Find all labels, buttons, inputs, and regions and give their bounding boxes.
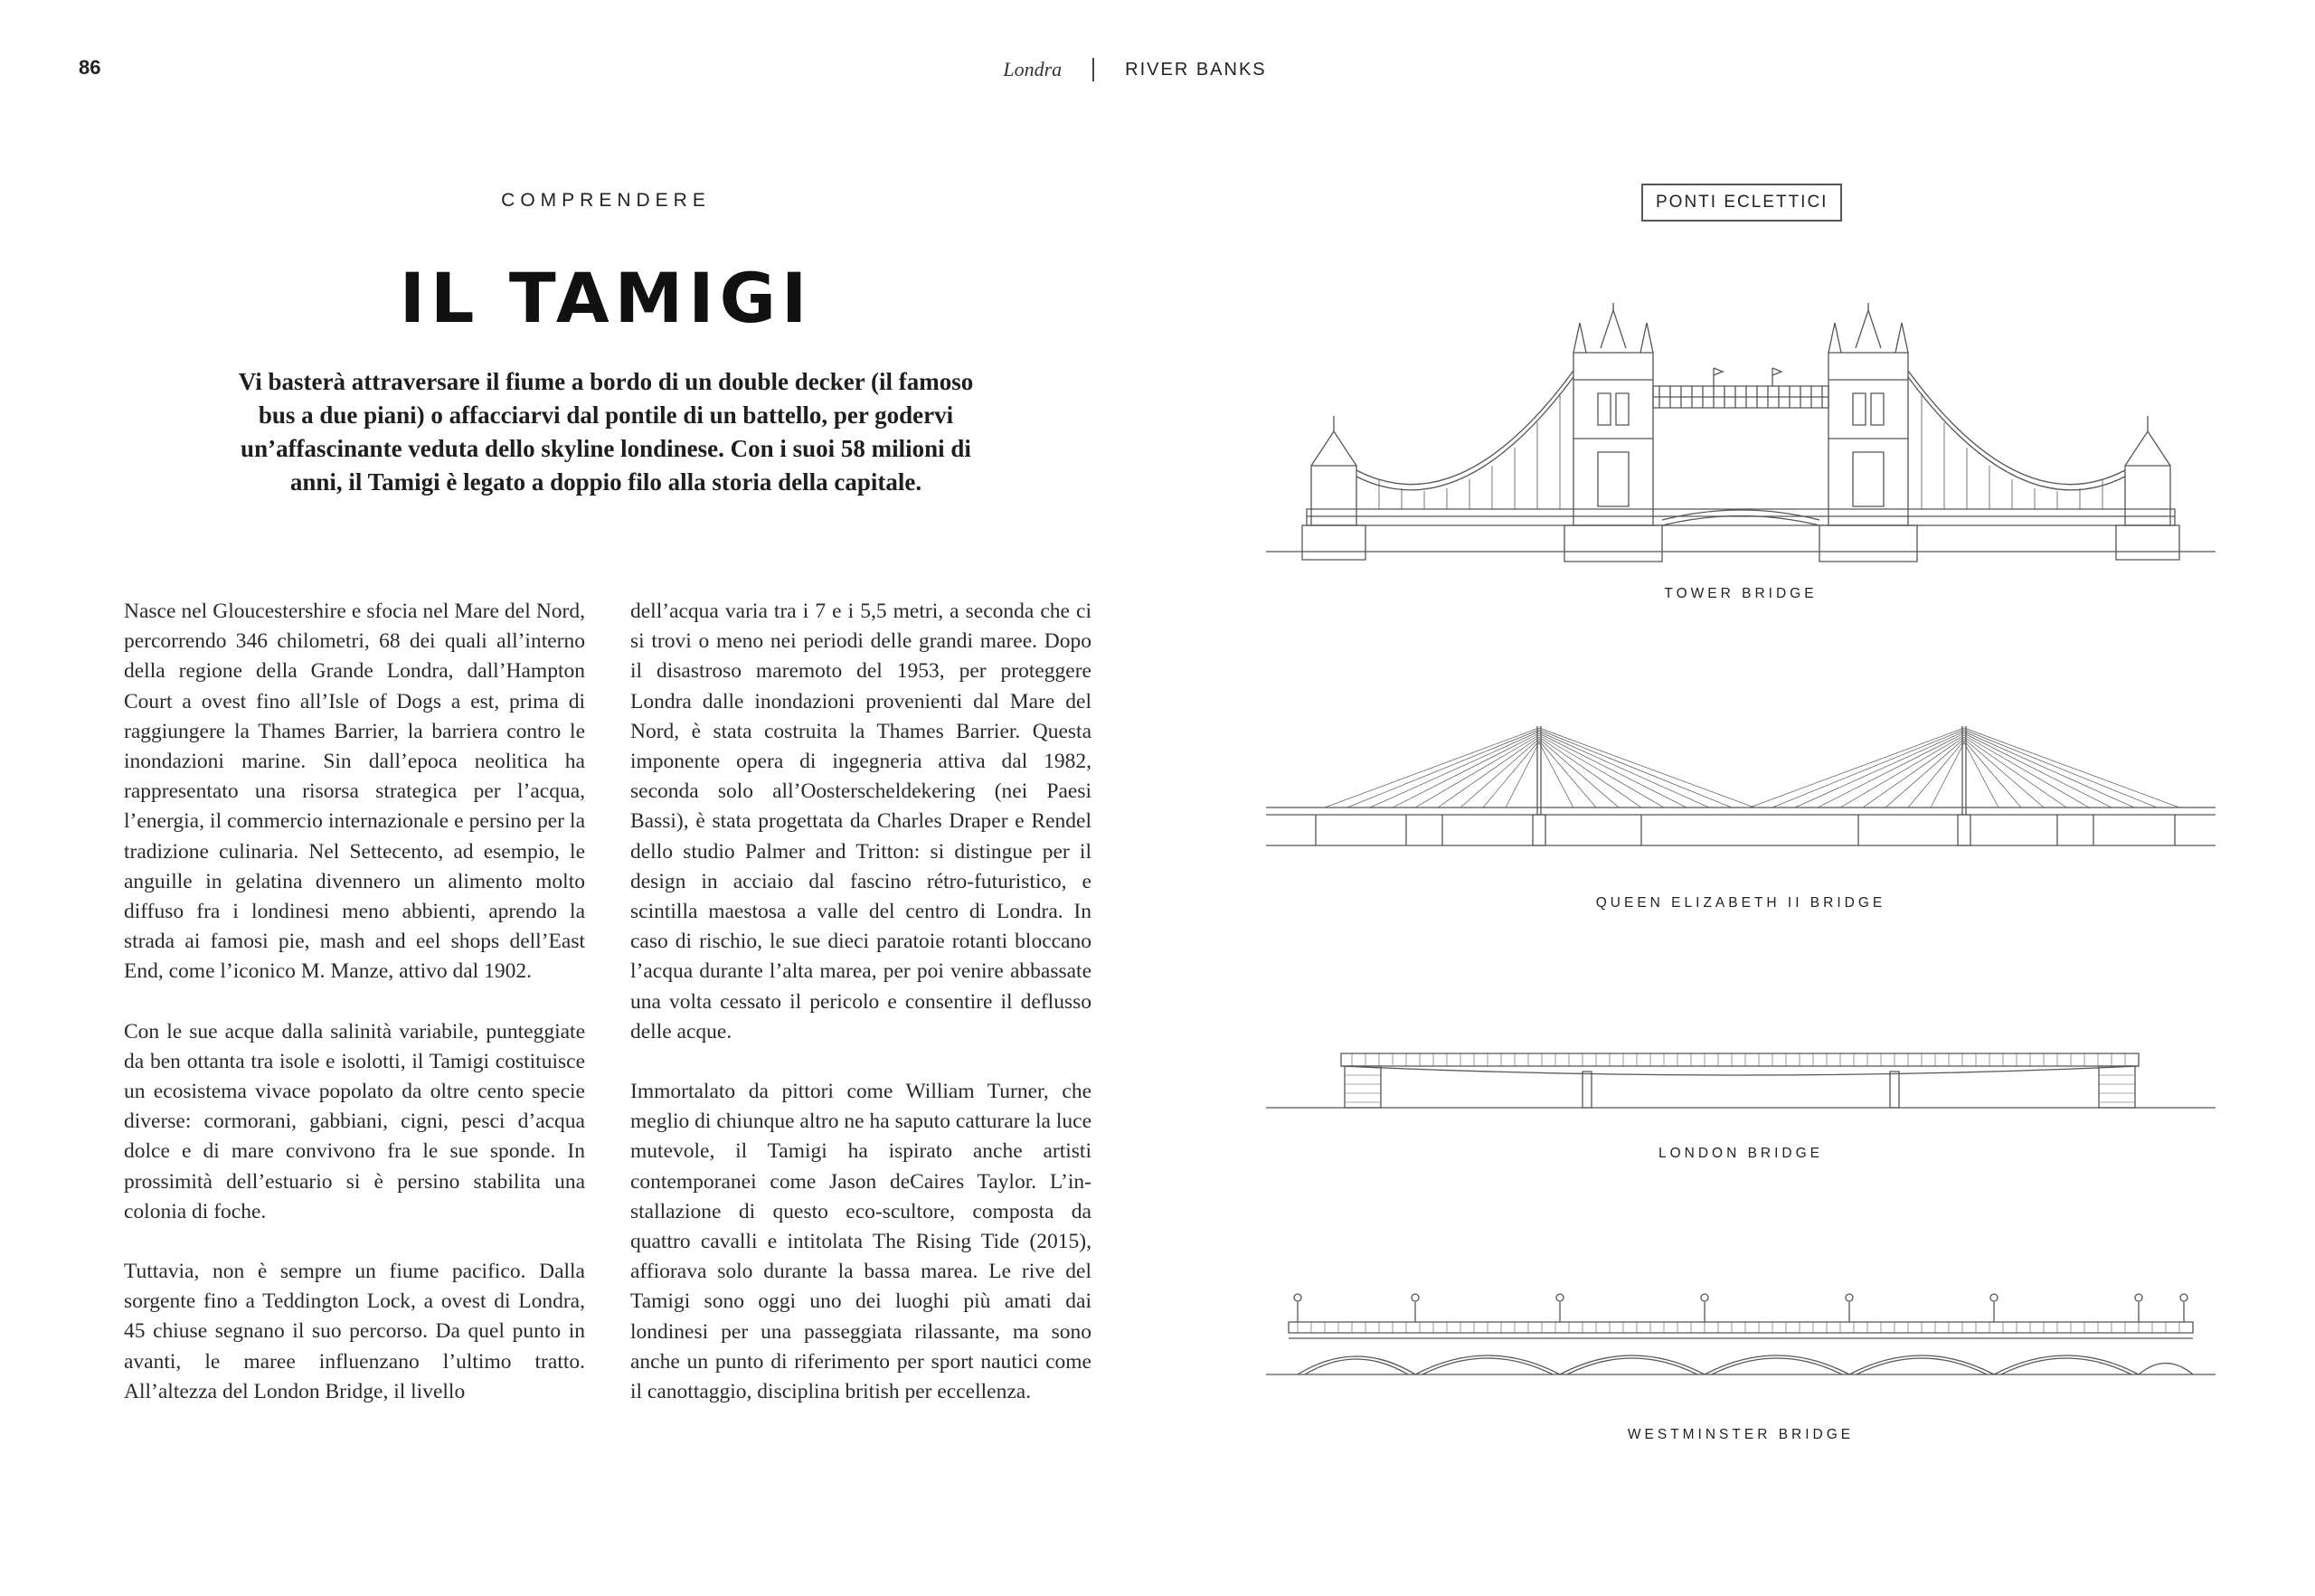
westminster-bridge-illustration-icon	[1261, 1284, 2220, 1393]
article-title: IL TAMIGI	[399, 258, 813, 338]
sidebar-box-label: PONTI ECLETTICI	[1641, 184, 1842, 222]
bridge-caption: TOWER BRIDGE	[1664, 586, 1818, 601]
bridge-caption: WESTMINSTER BRIDGE	[1627, 1427, 1855, 1442]
body-paragraph: dell’acqua varia tra i 7 e i 5,5 metri, a seconda che ci si trovi o meno nei periodi delle grandi maree. Dopo il disastroso maremoto del 1953, per proteggere Londra dalle inondazioni provenienti dal Mare del Nord, è stata costruita la Thames Barrier. Questa imponente opera di ingegneria attiva dal 1982, seconda solo all’Oosterscheldekering (nei Paesi Bassi), è stata progettata da Charles Draper e Rendel dello studio Palmer and Tritton: si distingue per il design in acciaio dal fascino rétro-futuristico, e scintilla maestosa a valle del centro di Londra. In caso di rischio, le sue dieci paratoie rotanti bloccano l’acqua durante l’alta marea, per poi venire abbassate una volta cessato il pericolo e consentire il deflusso delle acque.	[630, 600, 1091, 1044]
running-head-city: Londra	[1003, 58, 1063, 80]
running-head-section: RIVER BANKS	[1125, 59, 1267, 80]
body-column-right	[630, 597, 1091, 1437]
article-kicker: COMPRENDERE	[501, 190, 711, 211]
body-paragraph: Immortalato da pittori come William Turner, che meglio di chiunque altro ne ha saputo catturare la luce mutevole, il Tamigi ha ispirato anche artisti contemporanei come Jason deCaires Taylor. L’installazione di questo eco-scultore, composta da quattro cavalli e intitolata The Rising Tide (2015), affiorava solo durante la bassa marea. Le rive del Tamigi sono oggi uno dei luoghi più amati dai londinesi per una passeggiata rilassante, ma sono anche un punto di riferimento per sport nautici come il canottaggio, disciplina british per eccellenza.	[630, 1080, 1091, 1404]
page-number: 86	[79, 56, 101, 79]
body-paragraph: Con le sue acque dalla salinità variabile, punteggiate da ben ottanta tra isole e isolotti, il Tamigi costituisce un ecosistema vivace popolato da oltre cento specie diverse: cormorani, gabbiani, cigni, pesci d’acqua dolce e di mare convivono fra le sue sponde. In prossimità dell’estuario si è persino stabilita una colonia di foche.	[124, 1019, 585, 1223]
bridge-caption: LONDON BRIDGE	[1658, 1146, 1824, 1161]
bridge-caption: QUEEN ELIZABETH II BRIDGE	[1595, 895, 1886, 911]
article-lead: Vi basterà attraversare il fiume a bordo di un double decker (il famoso bus a due piani) o affacciarvi dal pontile di un battello, per godervi un’affascinante veduta dello skyline londinese. Con i suoi 58 milioni di anni, il Tamigi è legato a doppio filo alla storia della capitale.	[238, 368, 974, 496]
running-head-divider	[1092, 58, 1094, 81]
body-paragraph: Tuttavia, non è sempre un fiume pacifico. Dalla sorgente fino a Teddington Lock, a ovest di Londra, 45 chiuse segnano il suo percorso. Da quel punto in avanti, le maree influenzano l’ultimo tratto. All’altezza del London Bridge, il livello	[124, 1260, 585, 1403]
queen-elizabeth-ii-bridge-illustration-icon	[1261, 719, 2220, 873]
london-bridge-illustration-icon	[1261, 1044, 2220, 1130]
body-paragraph: Nasce nel Gloucestershire e sfocia nel Mare del Nord, percorrendo 346 chilometri, 68 dei quali all’interno della regione della Grande Londra, dall’Hampton Court a ovest fino all’Isle of Dogs a est, prima di raggiungere la Thames Barrier, la barriera contro le inondazioni marine. Sin dall’epoca neolitica ha rappresentato una risorsa strategica per l’acqua, l’energia, il commercio internazionale e persino per la tradizione culinaria. Nel Settecento, ad esempio, le anguille in gelatina divennero un alimento molto diffuso fra i londinesi meno abbienti, aprendo la strada ai famosi pie, mash and eel shops dell’East End, come l’iconico M. Manze, attivo dal 1902.	[124, 600, 585, 984]
tower-bridge-illustration-icon	[1261, 303, 2220, 574]
body-column-left	[124, 597, 585, 1437]
running-head	[0, 58, 2270, 81]
